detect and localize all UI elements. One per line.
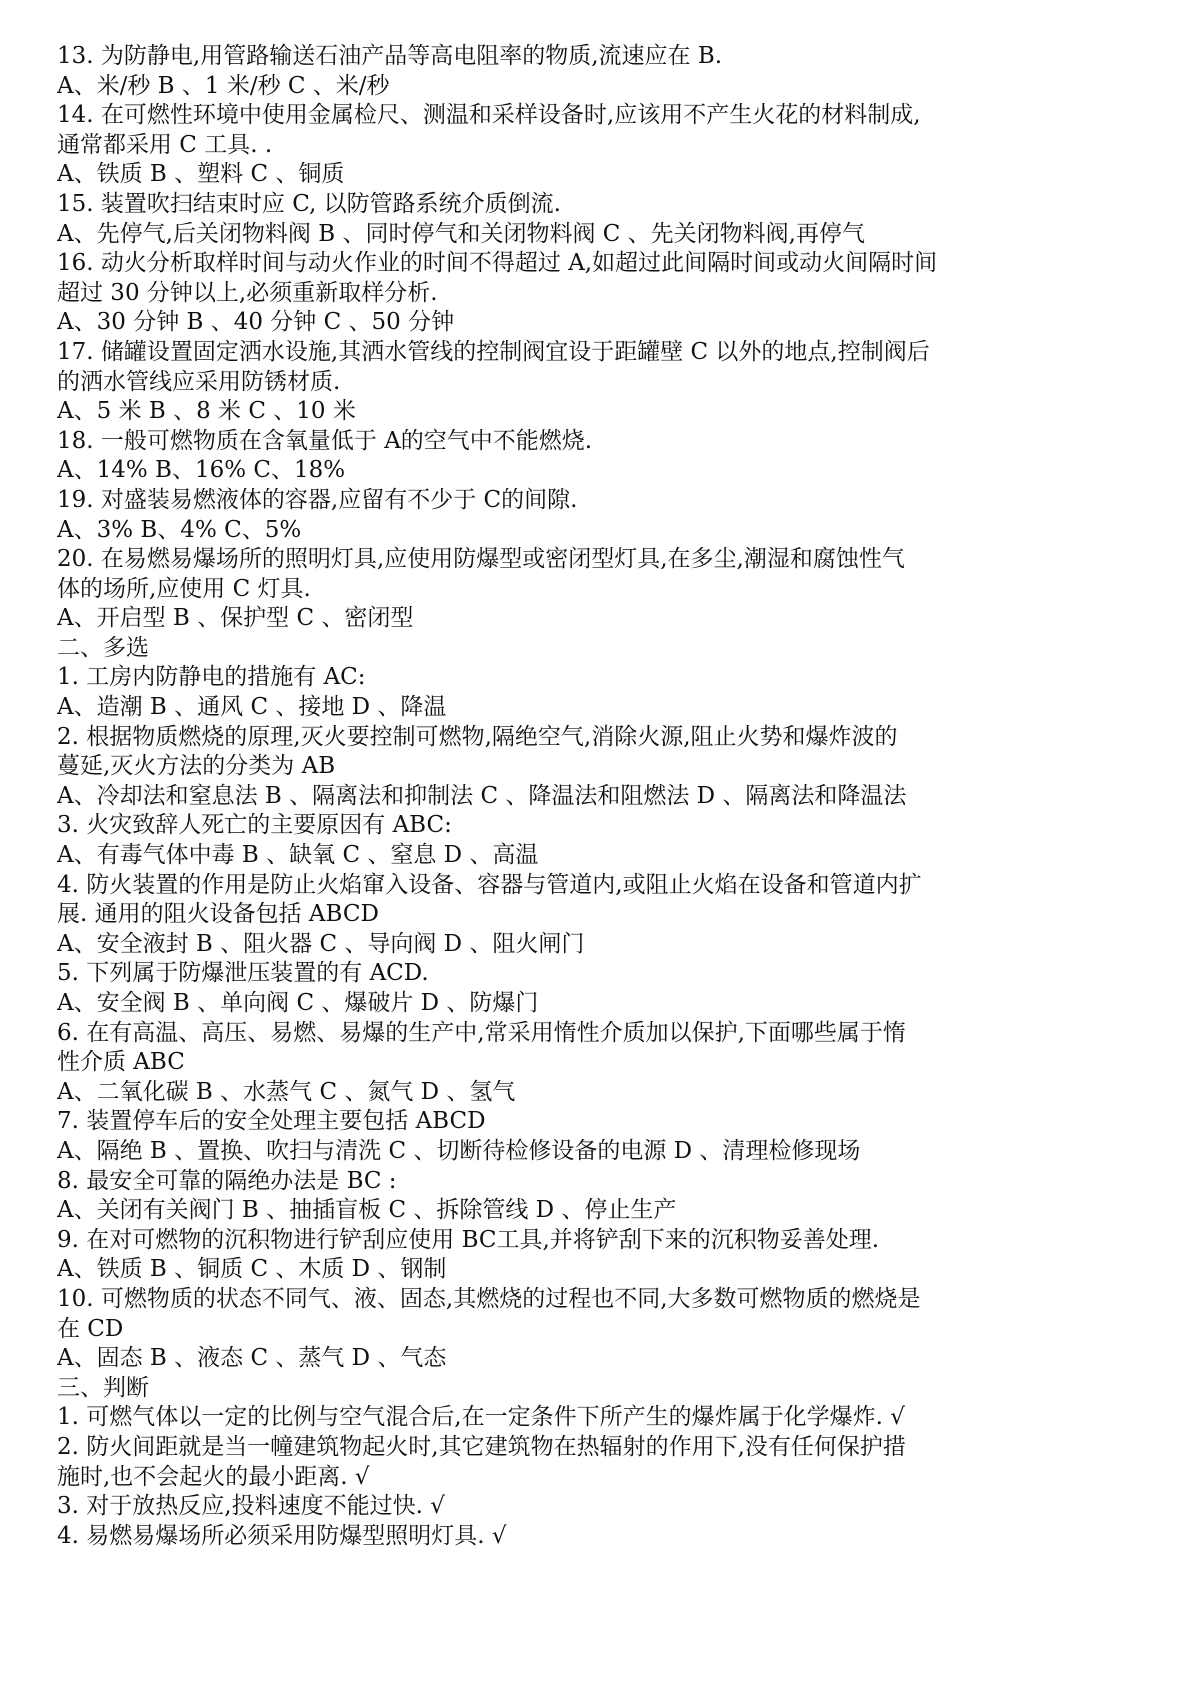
text-line: A、14% B、16% C、18%: [57, 457, 346, 484]
text-line: 3. 火灾致辞人死亡的主要原因有 ABC:: [57, 812, 452, 839]
text-line: 16. 动火分析取样时间与动火作业的时间不得超过 A,如超过此间隔时间或动火间隔时间: [57, 250, 938, 277]
text-line: 18. 一般可燃物质在含氧量低于 A的空气中不能燃烧.: [57, 427, 593, 454]
text-line: 4. 防火装置的作用是防止火焰窜入设备、容器与管道内,或阻止火焰在设备和管道内扩: [57, 871, 922, 898]
text-line: A、铁质 B 、铜质 C 、木质 D 、钢制: [57, 1256, 447, 1283]
text-line: A、关闭有关阀门 B 、抽插盲板 C 、拆除管线 D 、停止生产: [57, 1197, 677, 1224]
text-line: 在 CD: [57, 1315, 124, 1342]
text-line: 13. 为防静电,用管路输送石油产品等高电阻率的物质,流速应在 B.: [57, 43, 723, 69]
text-line: A、造潮 B 、通风 C 、接地 D 、降温: [57, 694, 447, 721]
text-line: 性介质 ABC: [57, 1049, 185, 1076]
text-line: A、固态 B 、液态 C 、蒸气 D 、气态: [57, 1345, 447, 1372]
text-line: A、有毒气体中毒 B 、缺氧 C 、窒息 D 、高温: [57, 842, 539, 869]
text-line: 展. 通用的阻火设备包括 ABCD: [57, 901, 379, 928]
text-line: A、5 米 B 、8 米 C 、10 米: [57, 398, 356, 425]
text-line: A、开启型 B 、保护型 C 、密闭型: [57, 605, 414, 632]
text-line: 超过 30 分钟以上,必须重新取样分析.: [57, 279, 438, 306]
text-line: A、铁质 B 、塑料 C 、铜质: [57, 161, 345, 188]
text-line: 2. 根据物质燃烧的原理,灭火要控制可燃物,隔绝空气,消除火源,阻止火势和爆炸波的: [57, 723, 898, 750]
text-line: 19. 对盛装易燃液体的容器,应留有不少于 C的间隙.: [57, 486, 578, 513]
text-line: 6. 在有高温、高压、易燃、易爆的生产中,常采用惰性介质加以保护,下面哪些属于惰: [57, 1019, 906, 1046]
text-line: 7. 装置停车后的安全处理主要包括 ABCD: [57, 1108, 486, 1135]
text-line: 通常都采用 C 工具. .: [57, 131, 273, 158]
text-line: 9. 在对可燃物的沉积物进行铲刮应使用 BC工具,并将铲刮下来的沉积物妥善处理.: [57, 1226, 880, 1253]
text-line: 10. 可燃物质的状态不同气、液、固态,其燃烧的过程也不同,大多数可燃物质的燃烧是: [57, 1285, 921, 1312]
text-line: 3. 对于放热反应,投料速度不能过快. √: [57, 1493, 445, 1520]
text-line: A、米/秒 B 、1 米/秒 C 、米/秒: [57, 72, 390, 99]
text-line: 17. 储罐设置固定洒水设施,其洒水管线的控制阀宜设于距罐壁 C 以外的地点,控制阀后: [57, 338, 930, 365]
text-line: A、安全液封 B 、阻火器 C 、导向阀 D 、阻火闸门: [57, 930, 585, 957]
section-heading: 二、多选: [57, 634, 149, 661]
text-line: 8. 最安全可靠的隔绝办法是 BC :: [57, 1167, 397, 1194]
text-line: A、安全阀 B 、单向阀 C 、爆破片 D 、防爆门: [57, 990, 539, 1016]
text-line: 15. 装置吹扫结束时应 C, 以防管路系统介质倒流.: [57, 190, 561, 217]
text-line: 1. 工房内防静电的措施有 AC:: [57, 664, 366, 691]
text-line: A、30 分钟 B 、40 分钟 C 、50 分钟: [57, 309, 455, 336]
text-line: 施时,也不会起火的最小距离. √: [57, 1463, 370, 1490]
section-heading: 三、判断: [57, 1374, 149, 1401]
text-line: 5. 下列属于防爆泄压装置的有 ACD.: [57, 960, 429, 987]
text-line: 4. 易燃易爆场所必须采用防爆型照明灯具. √: [57, 1522, 507, 1549]
text-line: A、隔绝 B 、置换、吹扫与清洗 C 、切断待检修设备的电源 D 、清理检修现场: [57, 1137, 861, 1164]
text-line: A、先停气,后关闭物料阀 B 、同时停气和关闭物料阀 C 、先关闭物料阀,再停气: [57, 220, 865, 247]
text-line: 的洒水管线应采用防锈材质.: [57, 368, 341, 395]
text-line: 14. 在可燃性环境中使用金属检尺、测温和采样设备时,应该用不产生火花的材料制成,: [57, 102, 921, 129]
text-line: A、冷却法和窒息法 B 、隔离法和抑制法 C 、降温法和阻燃法 D 、隔离法和降温法: [57, 782, 907, 809]
text-line: 1. 可燃气体以一定的比例与空气混合后,在一定条件下所产生的爆炸属于化学爆炸. √: [57, 1404, 905, 1431]
text-line: A、二氧化碳 B 、水蒸气 C 、氮气 D 、氢气: [57, 1078, 516, 1105]
text-line: 2. 防火间距就是当一幢建筑物起火时,其它建筑物在热辐射的作用下,没有任何保护措: [57, 1433, 906, 1460]
text-line: 20. 在易燃易爆场所的照明灯具,应使用防爆型或密闭型灯具,在多尘,潮湿和腐蚀性气: [57, 546, 905, 573]
text-line: 蔓延,灭火方法的分类为 AB: [57, 753, 336, 780]
text-line: A、3% B、4% C、5%: [57, 516, 302, 543]
document-body: [57, 42, 1137, 1551]
text-line: 体的场所,应使用 C 灯具.: [57, 575, 311, 602]
